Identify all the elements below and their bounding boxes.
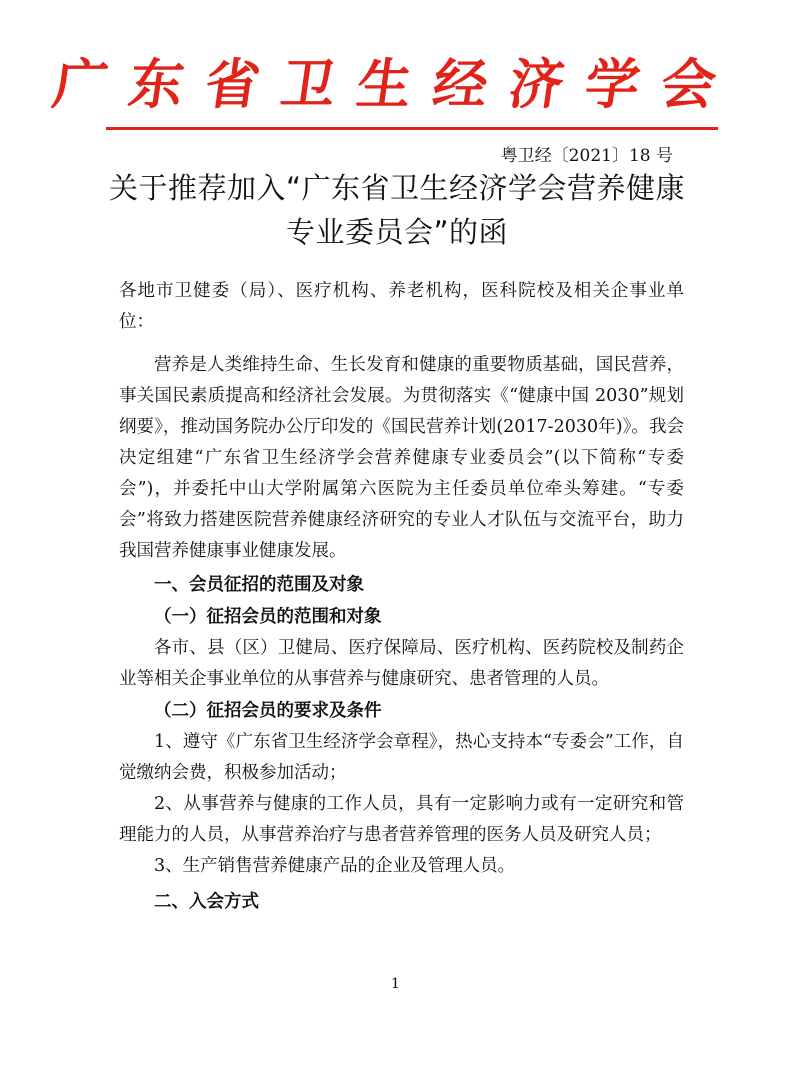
subsection-2-heading: （二）征招会员的要求及条件 bbox=[154, 701, 382, 721]
subsection-1-heading: （一）征招会员的范围和对象 bbox=[154, 607, 382, 627]
requirement-item: 1、遵守《广东省卫生经济学会章程》，热心支持本“专委会”工作，自觉缴纳会费，积极参加活动； bbox=[119, 732, 684, 783]
requirement-item: 3、生产销售营养健康产品的企业及管理人员。 bbox=[154, 856, 516, 876]
document-body bbox=[119, 276, 684, 918]
requirement-item: 2、从事营养与健康的工作人员，具有一定影响力或有一定研究和管理能力的人员，从事营养治疗与患者营养管理的医务人员及研究人员； bbox=[119, 794, 684, 845]
page-number: 1 bbox=[391, 976, 400, 992]
section-2-heading: 二、入会方式 bbox=[154, 892, 259, 912]
addressee: 各地市卫健委（局）、医疗机构、养老机构，医科院校及相关企事业单位： bbox=[119, 281, 684, 332]
masthead-red-rule bbox=[106, 127, 718, 130]
masthead-title: 广东省卫生经济学会 bbox=[49, 52, 742, 116]
subsection-1-text: 各市、县（区）卫健局、医疗保障局、医疗机构、医药院校及制药企业等相关企事业单位的从事营养与健康研究、患者管理的人员。 bbox=[119, 638, 684, 689]
section-1-heading: 一、会员征招的范围及对象 bbox=[154, 575, 364, 595]
intro-paragraph: 营养是人类维持生命、生长发育和健康的重要物质基础，国民营养，事关国民素质提高和经济社会发展。为贯彻落实《“健康中国 2030”规划纲要》，推动国务院办公厅印发的《国民营养计划(2017-2030年)》。我会决定组建“广东省卫生经济学会营养健康专业委员会”(以下简称“专委会”)，并委托中山大学附属第六医院为主任委员单位牵头筹建。“专委会”将致力搭建医院营养健康经济研究的专业人才队伍与交流平台，助力我国营养健康事业健康发展。 bbox=[119, 355, 684, 561]
document-number: 粤卫经〔2021〕18 号 bbox=[500, 146, 673, 166]
document-title: 关于推荐加入“广东省卫生经济学会营养健康专业委员会”的函 bbox=[108, 171, 686, 249]
